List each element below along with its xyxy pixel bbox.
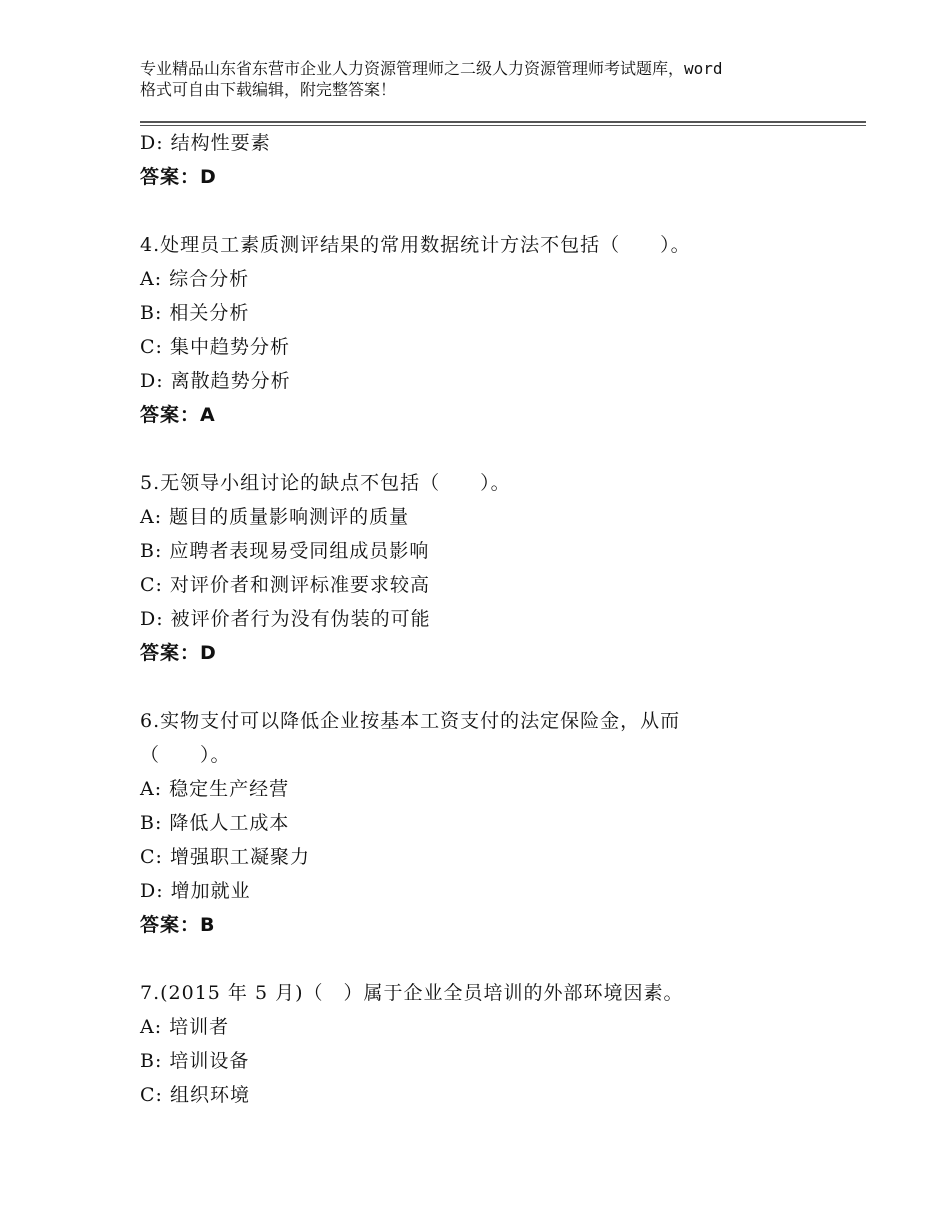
question-7-option-a: A: 培训者	[140, 1016, 230, 1038]
question-4-option-c: C: 集中趋势分析	[140, 336, 290, 358]
question-6-answer: 答案：B	[140, 914, 216, 936]
question-6-option-a: A: 稳定生产经营	[140, 778, 290, 800]
question-6-option-b: B: 降低人工成本	[140, 812, 290, 834]
question-6-stem: 6.实物支付可以降低企业按基本工资支付的法定保险金，从而	[140, 710, 681, 732]
question-3-option-d: D: 结构性要素	[140, 132, 271, 154]
document-body	[140, 126, 866, 1112]
question-6-option-c: C: 增强职工凝聚力	[140, 846, 310, 868]
spacer	[140, 942, 866, 976]
document-header	[140, 58, 840, 100]
question-4-stem: 4.处理员工素质测评结果的常用数据统计方法不包括（ ）。	[140, 234, 691, 256]
header-divider-thick	[140, 121, 866, 123]
question-7-stem: 7.(2015 年 5 月)（ ）属于企业全员培训的外部环境因素。	[140, 982, 684, 1004]
question-7-option-b: B: 培训设备	[140, 1050, 250, 1072]
question-6-option-d: D: 增加就业	[140, 880, 251, 902]
question-4-option-d: D: 离散趋势分析	[140, 370, 291, 392]
spacer	[140, 194, 866, 228]
question-4-option-a: A: 综合分析	[140, 268, 250, 290]
question-7-option-c: C: 组织环境	[140, 1084, 250, 1106]
question-4-answer: 答案：A	[140, 404, 216, 426]
question-5-option-a: A: 题目的质量影响测评的质量	[140, 506, 410, 528]
question-4-option-b: B: 相关分析	[140, 302, 250, 324]
header-title-line-2: 格式可自由下载编辑，附完整答案！	[140, 80, 397, 99]
spacer	[140, 670, 866, 704]
question-5-option-b: B: 应聘者表现易受同组成员影响	[140, 540, 430, 562]
question-5-stem: 5.无领导小组讨论的缺点不包括（ ）。	[140, 472, 511, 494]
question-3-answer: 答案：D	[140, 166, 217, 188]
question-5-option-d: D: 被评价者行为没有伪装的可能	[140, 608, 431, 630]
spacer	[140, 432, 866, 466]
question-6-stem-continued: （ ）。	[140, 744, 231, 766]
header-title-line-1: 专业精品山东省东营市企业人力资源管理师之二级人力资源管理师考试题库，word	[140, 59, 723, 78]
question-5-answer: 答案：D	[140, 642, 217, 664]
question-5-option-c: C: 对评价者和测评标准要求较高	[140, 574, 430, 596]
